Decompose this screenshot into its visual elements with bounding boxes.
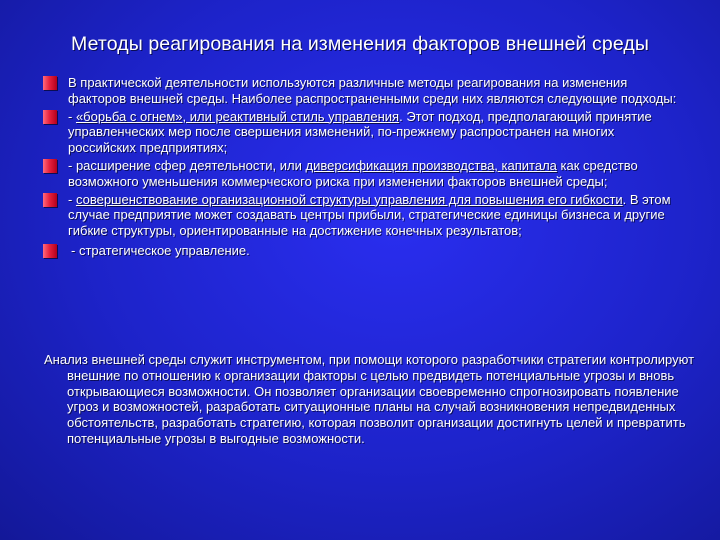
bullet-marker-icon <box>43 244 57 258</box>
bullet-structure-prefix: - <box>68 191 76 207</box>
bullet-diversification-prefix: - расширение сфер деятельности, или <box>68 157 306 173</box>
bullet-reactive <box>40 109 680 156</box>
bullet-marker-icon <box>43 110 57 124</box>
diversification-link[interactable]: диверсификация производства, капитала <box>305 157 557 173</box>
bullet-marker-icon <box>43 76 57 90</box>
bullet-strategic-text: - стратегическое управление. <box>71 242 250 258</box>
bullet-structure <box>40 192 680 239</box>
bullet-marker-icon <box>43 159 57 173</box>
bullet-intro-text: В практической деятельности используются различные методы реагирования на изменения факторов внешней среды. Наиболее распространенными среди них являются следующие подходы: <box>68 75 677 106</box>
bullet-intro <box>40 75 680 107</box>
org-structure-link[interactable]: совершенствование организационной структуры управления для повышения его гибкости <box>75 191 623 207</box>
bullet-marker-icon <box>43 193 57 207</box>
bullet-diversification-text: как средство возможного уменьшения коммерческого риска при изменении факторов внешней среды; <box>68 157 638 189</box>
bullet-reactive-prefix: - <box>68 108 76 124</box>
bullet-diversification <box>40 158 680 190</box>
bullet-list <box>40 75 680 261</box>
analysis-paragraph: Анализ внешней среды служит инструментом, при помощи которого разработчики стратегии контролируют внешние по отношению к организации факторы с целью предвидеть потенциальные угрозы и вновь открывающиеся возможности. Он позволяет организации своевременно спрогнозировать появление угроз и возможностей, разработать ситуационные планы на случай возникновения непредвиденных обстоятельств, разработать стратегию, которая позволит организации достигнуть целей и превратить потенциальные угрозы в выгодные возможности. <box>44 352 695 446</box>
slide-title: Методы реагирования на изменения факторов внешней среды <box>71 33 649 55</box>
reactive-style-link[interactable]: «борьба с огнем», или реактивный стиль управления <box>75 108 400 124</box>
bullet-strategic <box>40 243 680 259</box>
bullet-reactive-text: . Этот подход, предполагающий принятие управленческих мер после свершения изменений, по-прежнему распространен на многих российских предприятиях; <box>68 108 652 156</box>
bullet-structure-text: . В этом случае предприятие может создавать центры прибыли, стратегические единицы бизнеса и другие гибкие структуры, ориентированные на достижение конечных результатов; <box>68 191 671 239</box>
